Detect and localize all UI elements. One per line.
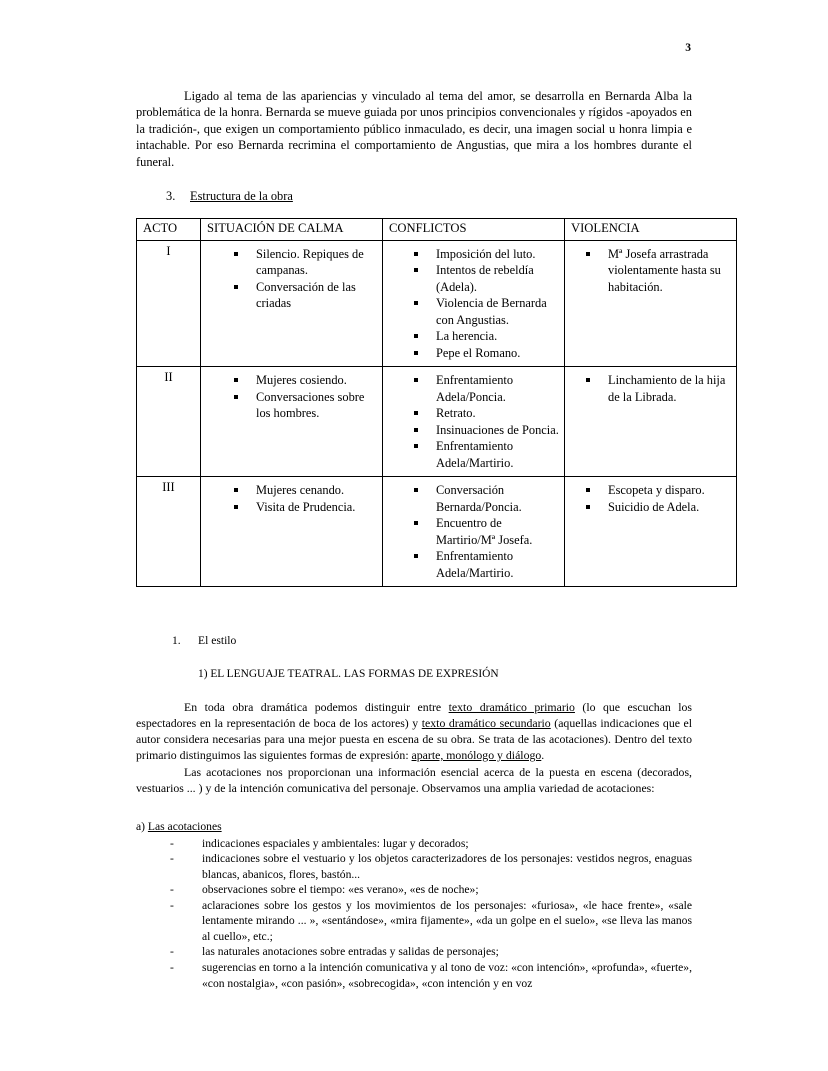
list-item: Enfrentamiento Adela/Martirio. — [414, 438, 561, 471]
list-item: - sugerencias en torno a la intención comunicativa y al tono de voz: «con intención», «profunda», «fuerte», «con nostalgia», «con pasión», «sobrecogida», «con intención y en voz — [170, 960, 692, 991]
intro-paragraph: Ligado al tema de las apariencias y vinculado al tema del amor, se desarrolla en Bernarda Alba la problemática de la honra. Bernarda se mueve guiada por unos principios convencionales y rígidos -apoyados en la tradición-, que exigen un comportamiento público inmaculado, es decir, una imagen social u honra limpia e intachable. Por eso Bernarda recrimina el comportamiento de Angustias, que mira a los hombres durante el funeral. — [136, 89, 692, 169]
list-heading-las-acotaciones — [136, 819, 692, 834]
heading-estructura-de-la-obra — [136, 188, 692, 204]
par-part-3: (aquellas indicaciones que el autor considera necesarias para una mejor puesta en escena de su obra. Se trata de las acotaciones). Dentro del texto primario distinguimos las siguientes formas de expresión: — [136, 716, 693, 762]
cell-list — [204, 372, 379, 422]
term-aparte-monologo-dialogo: aparte, monólogo y diálogo — [411, 747, 542, 762]
cell-acto: I — [137, 240, 201, 367]
list-item: - indicaciones espaciales y ambientales: lugar y decorados; — [170, 836, 692, 852]
cell-list — [568, 246, 733, 296]
document-content — [136, 88, 726, 991]
heading-title: Estructura de la obra — [190, 188, 293, 203]
table-row — [137, 240, 737, 367]
cell-conflictos — [383, 240, 565, 367]
cell-acto: II — [137, 367, 201, 477]
list-item: Mujeres cenando. — [234, 482, 379, 499]
list-item: Enfrentamiento Adela/Poncia. — [414, 372, 561, 405]
table-row — [137, 477, 737, 587]
list-title: Las acotaciones — [147, 819, 222, 833]
list-item: Visita de Prudencia. — [234, 499, 379, 516]
section-number: 1. — [172, 634, 181, 648]
list-item: Insinuaciones de Poncia. — [414, 422, 561, 439]
table-row — [137, 367, 737, 477]
par-part-1: En toda obra dramática podemos distinguir entre — [184, 700, 449, 715]
list-item: Encuentro de Martirio/Mª Josefa. — [414, 515, 561, 548]
structure-table — [136, 218, 737, 587]
cell-situacion-de-calma — [201, 240, 383, 367]
list-item: - indicaciones sobre el vestuario y los objetos caracterizadores de los personajes: vestidos negros, enaguas blancas, abanicos, flores, bastón... — [170, 851, 692, 882]
cell-acto: III — [137, 477, 201, 587]
table-header-acto: ACTO — [137, 219, 201, 241]
cell-list — [386, 372, 561, 471]
list-marker: a) — [136, 819, 148, 833]
cell-list — [568, 482, 733, 515]
list-item: Pepe el Romano. — [414, 345, 561, 362]
cell-conflictos — [383, 477, 565, 587]
cell-conflictos — [383, 367, 565, 477]
list-item: Retrato. — [414, 405, 561, 422]
section-title: El estilo — [198, 634, 237, 648]
table-header-row — [137, 219, 737, 241]
table-header-conflictos: CONFLICTOS — [383, 219, 565, 241]
list-item: Imposición del luto. — [414, 246, 561, 263]
acotaciones-list — [136, 836, 692, 991]
list-item: Silencio. Repiques de campanas. — [234, 246, 379, 279]
list-item: Suicidio de Adela. — [586, 499, 733, 516]
paragraph-acotaciones: Las acotaciones nos proporcionan una información esencial acerca de la puesta en escena (decorados, vestuarios ... ) y de la intención comunicativa del personaje. Observamos una amplia variedad de acotaciones: — [136, 764, 692, 795]
list-item: Escopeta y disparo. — [586, 482, 733, 499]
list-item: - observaciones sobre el tiempo: «es verano», «es de noche»; — [170, 882, 692, 898]
list-item: Conversación Bernarda/Poncia. — [414, 482, 561, 515]
page-number: 3 — [685, 42, 691, 54]
list-item: Enfrentamiento Adela/Martirio. — [414, 548, 561, 581]
cell-list — [568, 372, 733, 405]
cell-list — [204, 482, 379, 515]
cell-situacion-de-calma — [201, 477, 383, 587]
heading-el-estilo — [136, 633, 692, 648]
heading-number: 3. — [166, 188, 176, 203]
cell-violencia — [565, 477, 737, 587]
style-section — [136, 633, 692, 991]
cell-list — [204, 246, 379, 312]
list-item: La herencia. — [414, 328, 561, 345]
cell-list — [386, 482, 561, 581]
list-item: Conversaciones sobre los hombres. — [234, 389, 379, 422]
cell-violencia — [565, 240, 737, 367]
table-header-situacion-de-calma: SITUACIÓN DE CALMA — [201, 219, 383, 241]
table-header-violencia: VIOLENCIA — [565, 219, 737, 241]
cell-list — [386, 246, 561, 362]
list-item: Linchamiento de la hija de la Librada. — [586, 372, 733, 405]
list-item: Mª Josefa arrastrada violentamente hasta su habitación. — [586, 246, 733, 296]
list-item: - las naturales anotaciones sobre entradas y salidas de personajes; — [170, 944, 692, 960]
par-part-4: . — [541, 747, 545, 762]
paragraph-texto-dramatico — [136, 700, 692, 764]
term-texto-dramatico-secundario: texto dramático secundario — [421, 716, 551, 731]
subheading-lenguaje-teatral: 1) EL LENGUAJE TEATRAL. LAS FORMAS DE EXPRESIÓN — [198, 668, 499, 681]
term-texto-dramatico-primario: texto dramático primario — [448, 700, 575, 715]
list-item: Violencia de Bernarda con Angustias. — [414, 295, 561, 328]
list-item: Conversación de las criadas — [234, 279, 379, 312]
cell-violencia — [565, 367, 737, 477]
cell-situacion-de-calma — [201, 367, 383, 477]
par-part-2: (lo que escuchan los espectadores en la representación de boca de los actores) y — [136, 700, 692, 731]
list-item: - aclaraciones sobre los gestos y los movimientos de los personajes: «furiosa», «le hace frente», «sale lentamente mirando ... », «sentándose», «mira fijamente», «da un golpe en el suelo», «se lleva las manos al cuello», etc.; — [170, 898, 692, 945]
list-item: Intentos de rebeldía (Adela). — [414, 262, 561, 295]
list-item: Mujeres cosiendo. — [234, 372, 379, 389]
